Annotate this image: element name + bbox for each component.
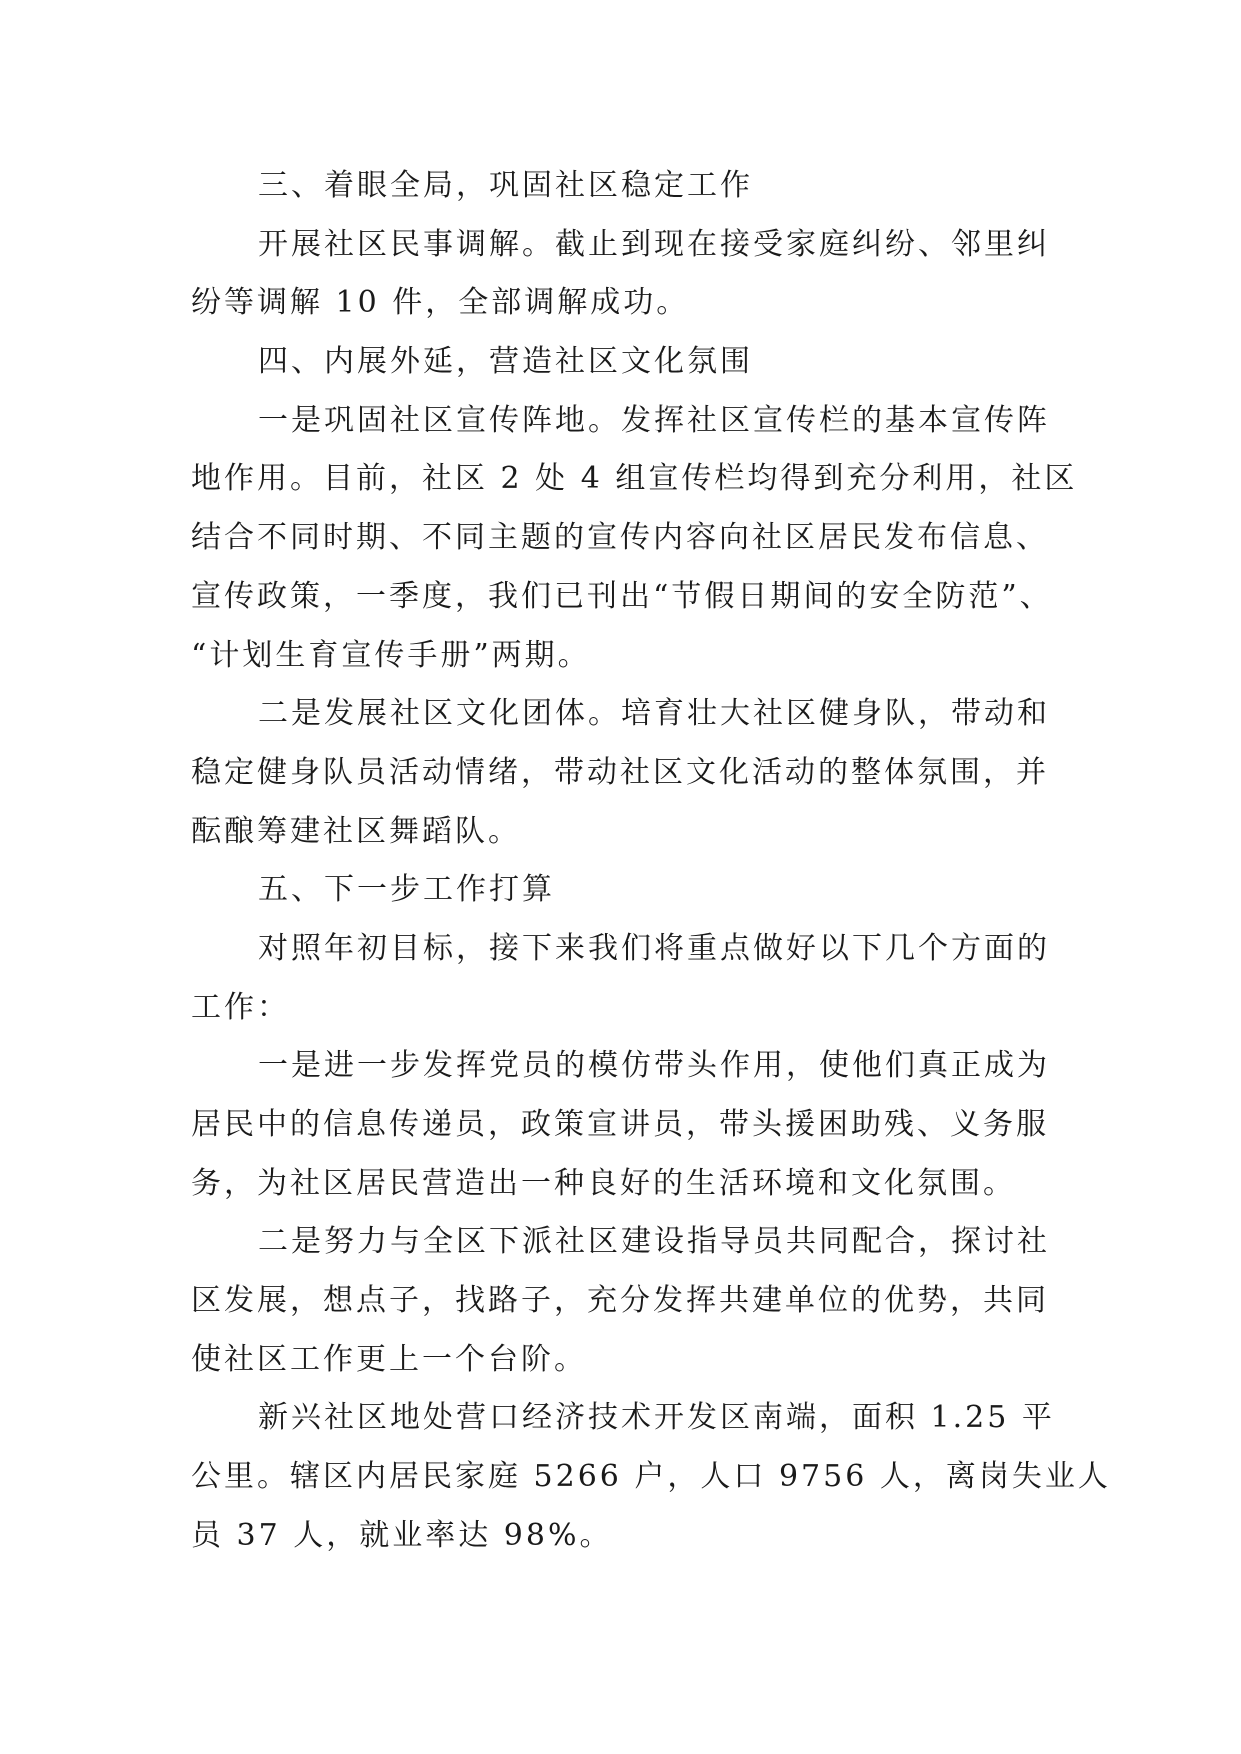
paragraph-line: 稳定健身队员活动情绪，带动社区文化活动的整体氛围，并	[191, 754, 1049, 790]
section-heading	[191, 157, 1151, 216]
paragraph-line: 新兴社区地处营口经济技术开发区南端，面积 1.25 平	[258, 1400, 1055, 1436]
paragraph-line: 使社区工作更上一个台阶。	[191, 1341, 587, 1377]
heading-line: 四、内展外延，营造社区文化氛围	[258, 344, 753, 380]
paragraph-line: 纷等调解 10 件，全部调解成功。	[191, 285, 690, 321]
paragraph	[191, 1389, 1151, 1565]
paragraph-line: 开展社区民事调解。截止到现在接受家庭纠纷、邻里纠	[258, 226, 1050, 262]
paragraph	[191, 685, 1151, 861]
paragraph-line: “计划生育宣传手册”两期。	[191, 637, 591, 673]
paragraph-line: 工作：	[191, 989, 290, 1025]
paragraph	[191, 216, 1151, 333]
document-body	[191, 157, 1151, 1566]
paragraph-line: 务，为社区居民营造出一种良好的生活环境和文化氛围。	[191, 1165, 1016, 1201]
heading-line: 三、着眼全局，巩固社区稳定工作	[258, 168, 753, 203]
paragraph	[191, 392, 1151, 685]
paragraph-line: 一是进一步发挥党员的模仿带头作用，使他们真正成为	[258, 1048, 1050, 1084]
paragraph	[191, 920, 1151, 1037]
paragraph-line: 二是发展社区文化团体。培育壮大社区健身队，带动和	[258, 696, 1050, 732]
paragraph-line: 一是巩固社区宣传阵地。发挥社区宣传栏的基本宣传阵	[258, 402, 1050, 438]
paragraph-line: 区发展，想点子，找路子，充分发挥共建单位的优势，共同	[191, 1283, 1049, 1319]
paragraph-line: 公里。辖区内居民家庭 5266 户，人口 9756 人，离岗失业人	[191, 1459, 1111, 1495]
paragraph-line: 结合不同时期、不同主题的宣传内容向社区居民发布信息、	[191, 520, 1049, 556]
paragraph-line: 二是努力与全区下派社区建设指导员共同配合，探讨社	[258, 1224, 1050, 1260]
heading-line: 五、下一步工作打算	[258, 872, 555, 908]
section-heading	[191, 861, 1151, 920]
paragraph-line: 酝酿筹建社区舞蹈队。	[191, 813, 521, 849]
paragraph-line: 对照年初目标，接下来我们将重点做好以下几个方面的	[258, 930, 1050, 966]
paragraph	[191, 1213, 1151, 1389]
section-heading	[191, 333, 1151, 392]
paragraph-line: 员 37 人，就业率达 98%。	[191, 1517, 613, 1553]
paragraph-line: 居民中的信息传递员，政策宣讲员，带头援困助残、义务服	[191, 1107, 1049, 1142]
paragraph	[191, 1037, 1151, 1213]
paragraph-line: 宣传政策，一季度，我们已刊出“节假日期间的安全防范”、	[191, 578, 1053, 614]
paragraph-line: 地作用。目前，社区 2 处 4 组宣传栏均得到充分利用，社区	[191, 461, 1078, 497]
